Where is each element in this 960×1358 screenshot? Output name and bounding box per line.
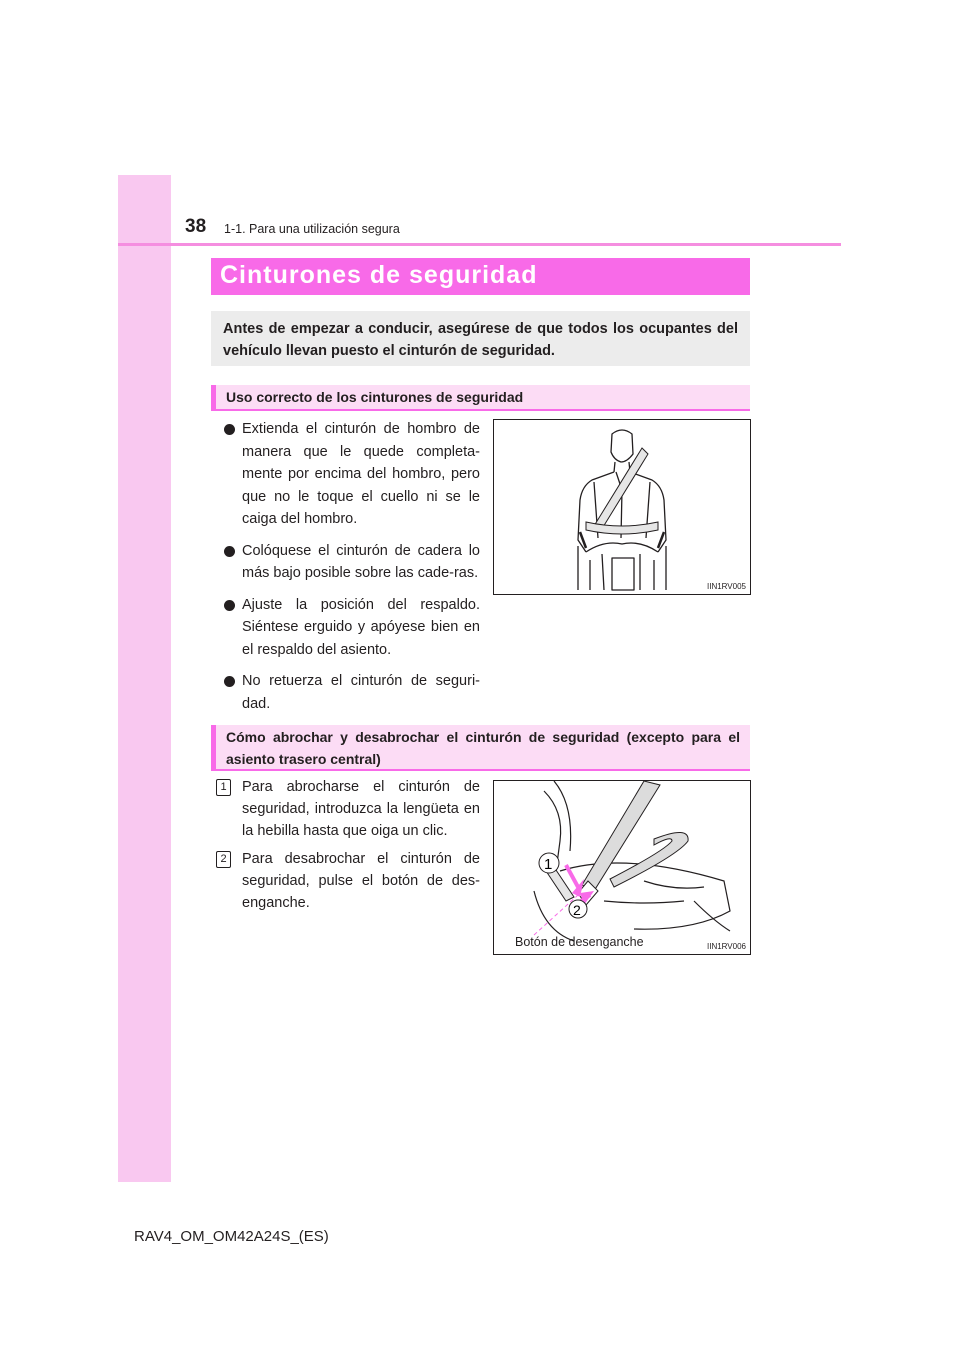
figure-caption: Botón de desenganche: [515, 935, 644, 949]
step-list: [216, 776, 480, 920]
callout-1: 1: [544, 856, 553, 873]
bullet-icon: [224, 600, 235, 611]
step-item: [216, 776, 480, 842]
intro-box: [211, 311, 750, 366]
bullet-icon: [224, 424, 235, 435]
step-number: 1: [216, 779, 231, 796]
bullet-list: [224, 418, 480, 724]
header-rule: [118, 243, 841, 246]
side-band: [118, 175, 171, 1182]
section-heading-buckle: [211, 725, 750, 771]
footer-doc-code: RAV4_OM_OM42A24S_(ES): [134, 1228, 329, 1245]
figure-code: IIN1RV005: [707, 582, 746, 591]
step-number: 2: [216, 851, 231, 868]
page-title: Cinturones de seguridad: [220, 261, 538, 289]
title-bar: [211, 258, 750, 295]
list-item: Ajuste la posición del respaldo. Siéntese erguido y apóyese bien en el respaldo del asiento.: [224, 594, 480, 662]
section-heading-text: Uso correcto de los cinturones de seguridad: [226, 389, 524, 405]
buckle-illustration: [494, 781, 750, 954]
step-text: Para abrocharse el cinturón de seguridad, introduzca la lengüeta en la hebilla hasta que oiga un clic.: [242, 779, 480, 839]
list-item: Colóquese el cinturón de cadera lo más bajo posible sobre las cade-ras.: [224, 540, 480, 585]
step-text: Para desabrochar el cinturón de seguridad, pulse el botón de des-enganche.: [242, 851, 480, 911]
page-number: 38: [185, 216, 207, 237]
list-item: No retuerza el cinturón de seguri-dad.: [224, 670, 480, 715]
callout-2: 2: [573, 902, 581, 918]
seated-occupant-figure: [493, 419, 751, 595]
bullet-icon: [224, 546, 235, 557]
bullet-icon: [224, 676, 235, 687]
list-item: Extienda el cinturón de hombro de manera que le quede completa-mente por encima del hombro, pero que no le toque el cuello ni se le caiga del hombro.: [224, 418, 480, 531]
step-item: [216, 848, 480, 914]
section-reference: 1-1. Para una utilización segura: [224, 222, 400, 236]
figure-code: IIN1RV006: [707, 942, 746, 951]
intro-text: Antes de empezar a conducir, asegúrese de que todos los ocupantes del vehículo llevan puesto el cinturón de seguridad.: [223, 321, 738, 359]
section-heading-text: Cómo abrochar y desabrochar el cinturón de seguridad (excepto para el asiento trasero central): [226, 729, 740, 767]
section-heading-correct-use: [211, 385, 750, 411]
seated-person-illustration: [494, 420, 750, 594]
buckle-figure: [493, 780, 751, 955]
